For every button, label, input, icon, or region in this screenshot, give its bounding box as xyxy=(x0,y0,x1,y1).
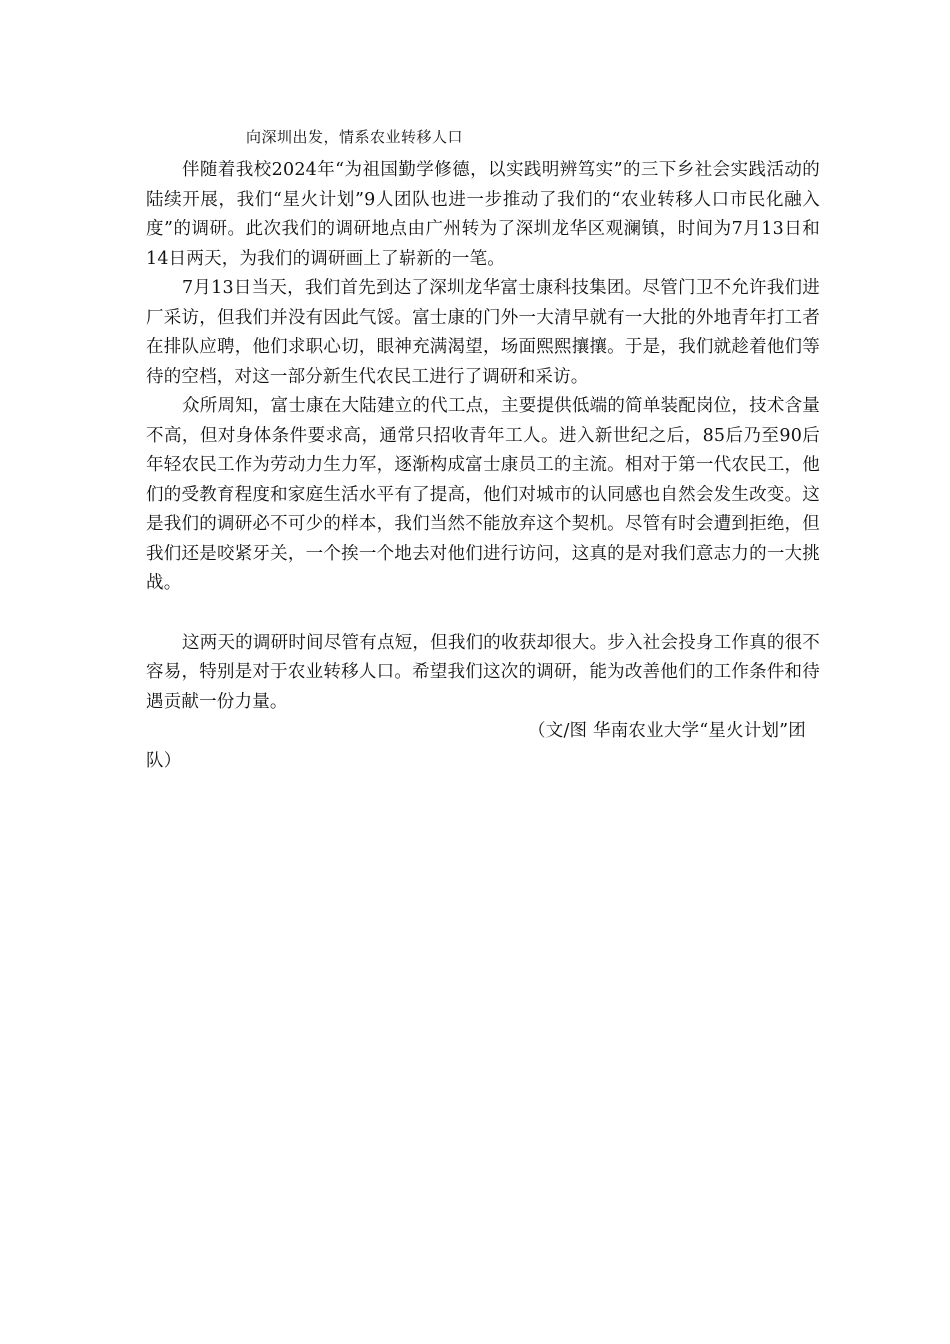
paragraph-4: 这两天的调研时间尽管有点短，但我们的收获却很大。步入社会投身工作真的很不容易，特别是对于农业转移人口。希望我们这次的调研，能为改善他们的工作条件和待遇贡献一份力量。 xyxy=(146,632,820,712)
paragraph-2: 7月13日当天，我们首先到达了深圳龙华富士康科技集团。尽管门卫不允许我们进厂采访，但我们并没有因此气馁。富士康的门外一大清早就有一大批的外地青年打工者在排队应聘，他们求职心切，眼神充满渴望，场面熙熙攘攘。于是，我们就趁着他们等待的空档，对这一部分新生代农民工进行了调研和采访。 xyxy=(146,278,820,387)
paragraph-1: 伴随着我校2024年“为祖国勤学修德，以实践明辨笃实”的三下乡社会实践活动的陆续开展，我们“星火计划”9人团队也进一步推动了我们的“农业转移人口市民化融入度”的调研。此次我们的调研地点由广州转为了深圳龙华区观澜镇，时间为7月13日和14日两天，为我们的调研画上了崭新的一笔。 xyxy=(146,160,820,269)
signature-line-2: 队） xyxy=(146,750,182,771)
article-title: 向深圳出发，情系农业转移人口 xyxy=(246,128,464,146)
article-body xyxy=(146,156,820,776)
paragraph-spacer xyxy=(146,599,820,629)
signature-line-1: （文/图 华南农业大学“星火计划”团 xyxy=(528,721,806,741)
paragraph-3: 众所周知，富士康在大陆建立的代工点，主要提供低端的简单装配岗位，技术含量不高，但对身体条件要求高，通常只招收青年工人。进入新世纪之后，85后乃至90后年轻农民工作为劳动力生力军，逐渐构成富士康员工的主流。相对于第一代农民工，他们的受教育程度和家庭生活水平有了提高，他们对城市的认同感也自然会发生改变。这是我们的调研必不可少的样本，我们当然不能放弃这个契机。尽管有时会遭到拒绝，但我们还是咬紧牙关，一个挨一个地去对他们进行访问，这真的是对我们意志力的一大挑战。 xyxy=(146,396,820,593)
